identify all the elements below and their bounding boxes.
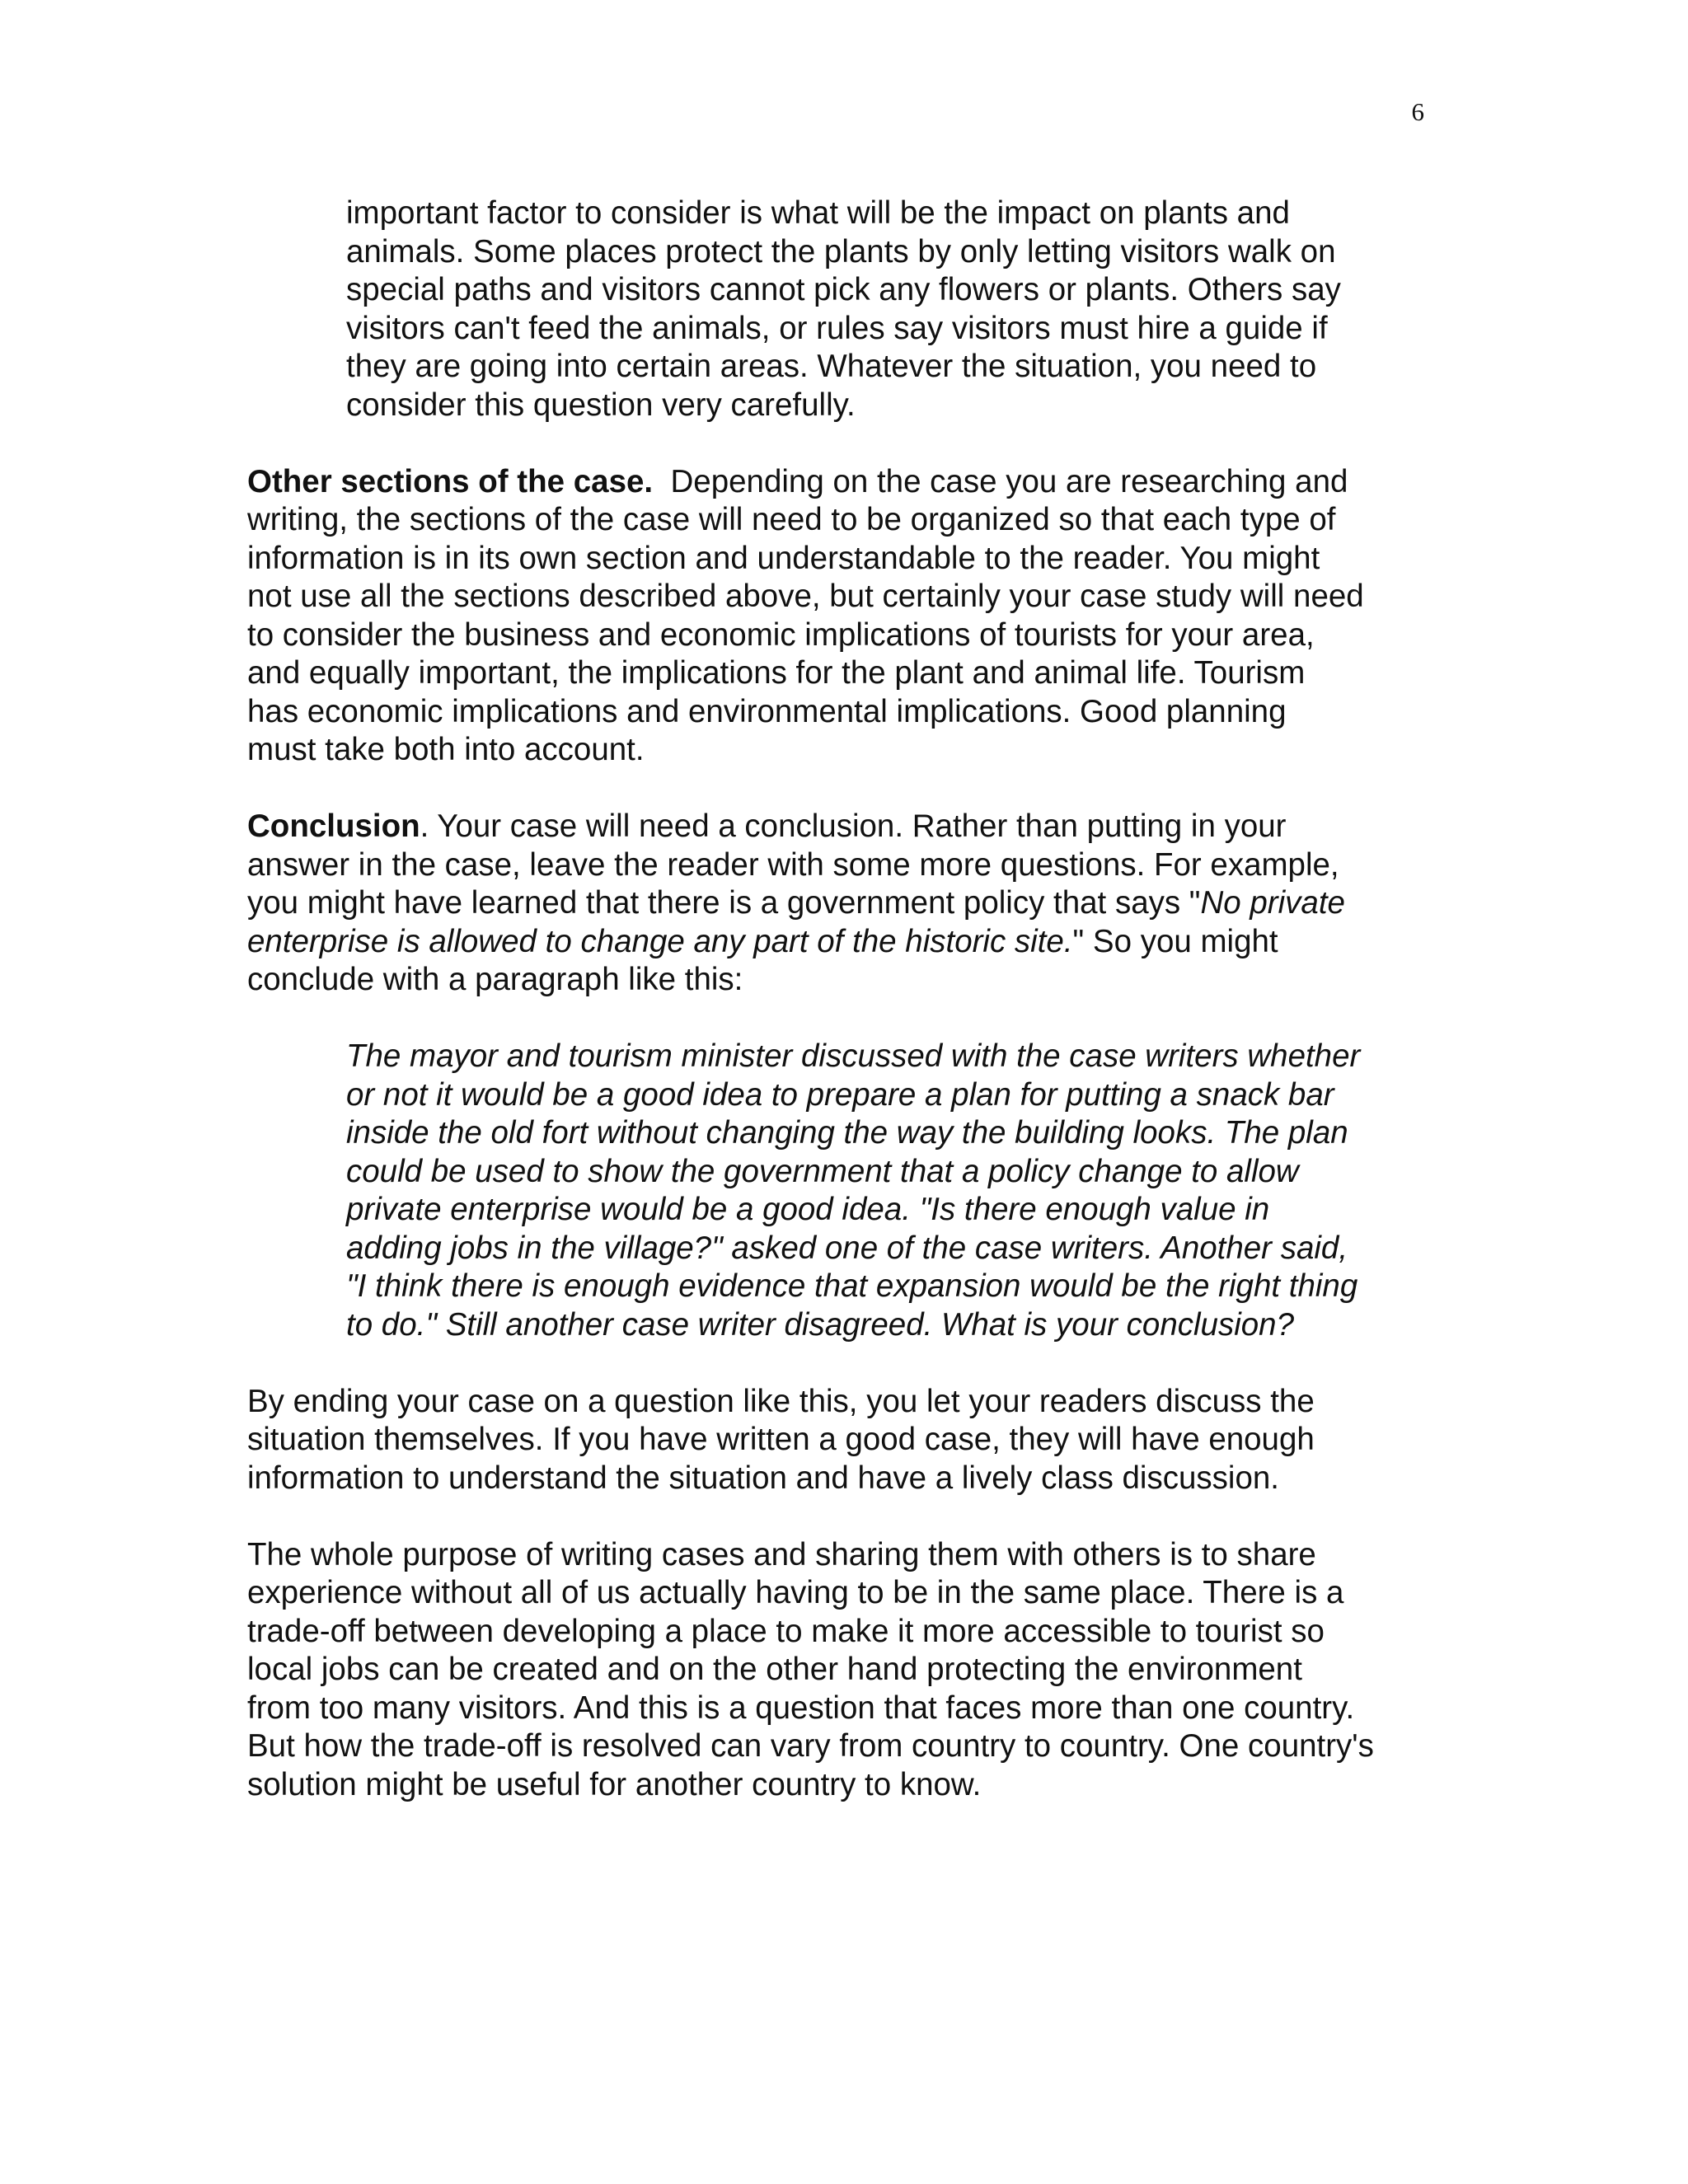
text-line: private enterprise would be a good idea. "Is there enough value in	[346, 1192, 1270, 1227]
text-line: important factor to consider is what will be the impact on plants and	[346, 195, 1290, 231]
text-line: The whole purpose of writing cases and sharing them with others is to share	[247, 1536, 1316, 1572]
text-run: . Your case will need a conclusion. Rather than putting in your	[420, 808, 1287, 844]
text-line: and equally important, the implications for the plant and animal life. Tourism	[247, 655, 1306, 691]
text-line	[247, 923, 1451, 962]
text-line: to consider the business and economic implications of tourists for your area,	[247, 616, 1315, 653]
paragraph-purpose	[247, 1536, 1451, 1805]
example-conclusion-block	[346, 1038, 1451, 1344]
text-line: solution might be useful for another country to know.	[247, 1766, 982, 1802]
text-line: consider this question very carefully.	[346, 387, 856, 423]
text-line: they are going into certain areas. Whatever the situation, you need to	[346, 349, 1317, 384]
text-line: information to understand the situation and have a lively class discussion.	[247, 1460, 1279, 1496]
text-line: could be used to show the government that a policy change to allow	[346, 1153, 1299, 1189]
italic-quote: No private	[1200, 885, 1345, 921]
text-run: Depending on the case you are researching and	[653, 463, 1348, 499]
text-line: not use all the sections described above, but certainly your case study will need	[247, 579, 1364, 614]
text-line: from too many visitors. And this is a question that faces more than one country.	[247, 1690, 1355, 1726]
document-body	[247, 194, 1451, 1843]
text-line: experience without all of us actually having to be in the same place. There is a	[247, 1575, 1344, 1610]
text-line: special paths and visitors cannot pick any flowers or plants. Others say	[346, 272, 1341, 307]
text-line: to do." Still another case writer disagreed. What is your conclusion?	[346, 1306, 1294, 1343]
text-line: "I think there is enough evidence that expansion would be the right thing	[346, 1268, 1358, 1304]
text-line	[247, 808, 1451, 846]
text-line: local jobs can be created and on the other hand protecting the environment	[247, 1652, 1302, 1687]
text-line: animals. Some places protect the plants by only letting visitors walk on	[346, 233, 1336, 269]
text-line: answer in the case, leave the reader with some more questions. For example,	[247, 846, 1339, 883]
italic-quote: enterprise is allowed to change any part of the historic site.	[247, 923, 1073, 959]
section-heading: Conclusion	[247, 808, 420, 844]
text-line: conclude with a paragraph like this:	[247, 962, 743, 997]
paragraph-other-sections	[247, 463, 1451, 770]
text-line: has economic implications and environmental implications. Good planning	[247, 693, 1287, 729]
text-line: information is in its own section and understandable to the reader. You might	[247, 540, 1320, 576]
text-line: inside the old fort without changing the way the building looks. The plan	[346, 1115, 1348, 1151]
paragraph-plants-animals	[346, 194, 1451, 424]
text-line: adding jobs in the village?" asked one of the case writers. Another said,	[346, 1230, 1348, 1266]
section-heading: Other sections of the case.	[247, 463, 654, 499]
text-run: you might have learned that there is a government policy that says "	[247, 885, 1201, 921]
paragraph-ending-question	[247, 1383, 1451, 1498]
text-line: But how the trade-off is resolved can vary from country to country. One country's	[247, 1728, 1374, 1764]
text-line: situation themselves. If you have written a good case, they will have enough	[247, 1422, 1315, 1457]
text-line: or not it would be a good idea to prepare a plan for putting a snack bar	[346, 1076, 1334, 1113]
text-line: visitors can't feed the animals, or rules say visitors must hire a guide if	[346, 310, 1328, 346]
text-line: The mayor and tourism minister discussed with the case writers whether	[346, 1038, 1361, 1074]
text-line	[247, 884, 1451, 923]
text-line: must take both into account.	[247, 732, 645, 767]
text-run: " So you might	[1072, 923, 1278, 959]
text-line: By ending your case on a question like this, you let your readers discuss the	[247, 1383, 1315, 1419]
paragraph-conclusion	[247, 808, 1451, 1000]
page-number: 6	[1411, 97, 1424, 126]
text-line: trade-off between developing a place to make it more accessible to tourist so	[247, 1613, 1325, 1649]
text-line	[247, 463, 1451, 502]
text-line: writing, the sections of the case will need to be organized so that each type of	[247, 502, 1336, 537]
